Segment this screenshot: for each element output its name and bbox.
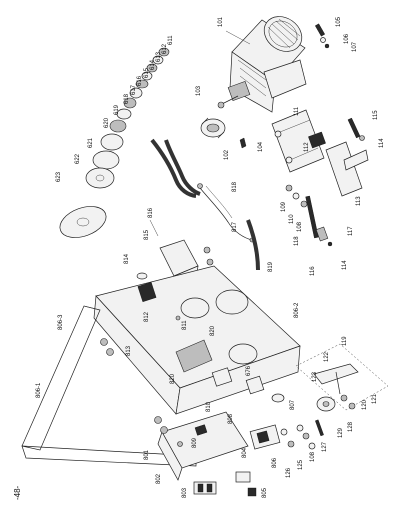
part-label-110: 110 xyxy=(289,214,295,224)
part-label-115: 115 xyxy=(373,110,379,120)
part-label-802: 802 xyxy=(156,473,162,484)
part-label-129: 129 xyxy=(338,427,344,438)
part-label-616: 616 xyxy=(137,75,143,86)
main-housing-806-2 xyxy=(94,266,300,414)
switch-806 xyxy=(250,394,287,449)
part-label-807: 807 xyxy=(290,399,296,410)
part-label-102: 102 xyxy=(224,149,230,160)
part-label-806: 806 xyxy=(272,457,278,468)
part-label-615: 615 xyxy=(144,67,150,78)
part-label-127: 127 xyxy=(322,441,328,452)
part-label-806-2: 806-2 xyxy=(294,302,300,318)
connector-813 xyxy=(101,339,114,356)
part-label-808: 808 xyxy=(228,413,234,424)
part-label-812: 812 xyxy=(144,311,150,322)
part-label-101: 101 xyxy=(218,16,224,27)
part-label-622: 622 xyxy=(75,153,81,164)
part-label-676: 676 xyxy=(246,365,252,376)
part-label-801: 801 xyxy=(144,449,150,460)
part-label-612: 612 xyxy=(162,43,168,54)
part-label-806-3: 806-3 xyxy=(58,314,64,330)
part-label-112: 112 xyxy=(304,142,310,152)
part-label-120: 120 xyxy=(362,399,368,410)
plug-804 xyxy=(236,472,256,496)
part-label-816: 816 xyxy=(148,207,154,218)
part-label-128: 128 xyxy=(348,421,354,432)
part-label-116: 116 xyxy=(310,266,316,276)
part-label-620: 620 xyxy=(104,117,110,128)
part-label-613: 613 xyxy=(156,51,162,62)
bracket-113 xyxy=(326,118,368,196)
motor-bracket-111 xyxy=(272,110,326,172)
part-label-117: 117 xyxy=(348,226,354,236)
part-label-623: 623 xyxy=(56,171,62,182)
part-label-819: 819 xyxy=(268,261,274,272)
part-label-118: 118 xyxy=(294,236,300,246)
motor-assembly xyxy=(218,9,309,112)
part-label-617: 617 xyxy=(131,84,137,95)
part-label-814: 814 xyxy=(124,253,130,264)
page-number: -48- xyxy=(13,485,22,500)
part-label-109: 109 xyxy=(281,201,287,212)
part-label-111: 111 xyxy=(294,106,300,116)
part-label-803: 803 xyxy=(182,487,188,498)
part-label-108: 108 xyxy=(297,221,303,232)
motor-pulley-103 xyxy=(201,118,225,138)
part-label-122: 122 xyxy=(324,351,330,362)
part-label-611: 611 xyxy=(168,35,174,45)
part-label-815: 815 xyxy=(144,229,150,240)
part-label-818: 818 xyxy=(232,181,238,192)
part-label-114: 114 xyxy=(379,138,385,148)
part-label-126: 126 xyxy=(286,467,292,478)
part-label-614: 614 xyxy=(150,59,156,70)
part-label-813: 813 xyxy=(126,345,132,356)
part-label-810: 810 xyxy=(206,401,212,412)
part-label-121: 121 xyxy=(372,393,378,404)
part-label-119: 119 xyxy=(342,336,348,346)
part-label-123: 123 xyxy=(312,371,318,382)
part-label-809: 809 xyxy=(192,437,198,448)
part-label-804: 804 xyxy=(242,447,248,458)
part-label-114b: 114 xyxy=(342,260,348,270)
part-label-104: 104 xyxy=(258,141,264,152)
part-label-108b: 108 xyxy=(310,451,316,462)
part-label-619: 619 xyxy=(114,104,120,115)
switch-803 xyxy=(194,482,216,494)
screw-105 xyxy=(315,24,329,48)
part-label-811: 811 xyxy=(182,320,188,330)
part-label-107: 107 xyxy=(352,41,358,52)
part-label-806-1: 806-1 xyxy=(36,382,42,398)
part-label-805: 805 xyxy=(262,487,268,498)
part-label-105: 105 xyxy=(336,16,342,27)
part-label-621: 621 xyxy=(88,137,94,148)
part-label-103: 103 xyxy=(196,85,202,96)
part-label-113: 113 xyxy=(356,196,362,206)
part-label-618: 618 xyxy=(124,93,130,104)
part-label-820-bottom: 820 xyxy=(170,373,176,384)
part-label-820-top: 820 xyxy=(210,325,216,336)
part-label-125: 125 xyxy=(298,459,304,470)
part-label-106: 106 xyxy=(344,33,350,44)
part-label-817: 817 xyxy=(232,221,238,232)
